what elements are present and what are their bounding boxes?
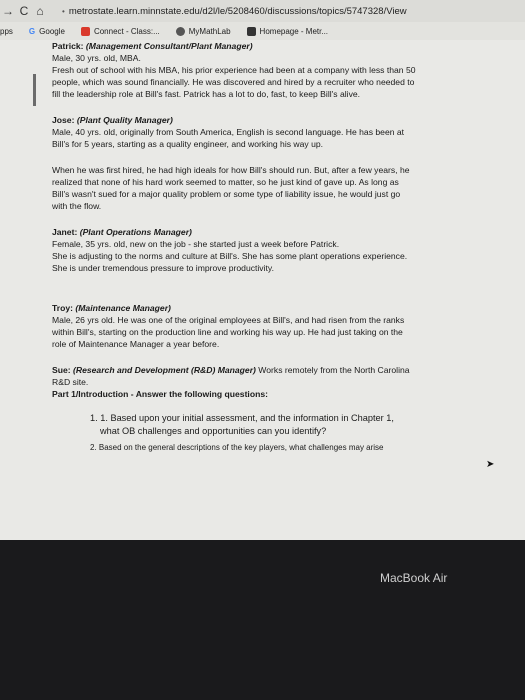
text-line: Male, 40 yrs. old, originally from South America, English is second language. He has been at <box>52 127 405 137</box>
person-name: Patrick: <box>52 41 84 51</box>
question-1: 1. Based upon your initial assessment, and the information in Chapter 1, <box>100 413 394 423</box>
text-line: She is adjusting to the norms and culture at Bill's. She has some plant operations experience. <box>52 251 408 261</box>
question-2: 2. Based on the general descriptions of the key players, what challenges may arise <box>90 443 384 452</box>
question-1-cont: what OB challenges and opportunities can you identify? <box>100 426 327 436</box>
person-role: (Maintenance Manager) <box>75 303 171 313</box>
person-name: Troy: <box>52 303 74 313</box>
text-line: Fresh out of school with his MBA, his prior experience had been at a company with less than 50 <box>52 65 416 75</box>
home-button[interactable]: ⌂ <box>36 4 44 18</box>
connect-icon <box>81 27 90 36</box>
text-line: Male, 30 yrs. old, MBA. <box>52 53 141 63</box>
bookmark-label: Connect - Class:... <box>93 26 160 36</box>
discussion-content <box>52 40 502 454</box>
person-janet <box>52 226 502 274</box>
mymathlab-icon <box>176 27 185 36</box>
bookmark-homepage[interactable] <box>247 27 328 36</box>
text-line: role of Maintenance Manager a year before. <box>52 339 220 349</box>
text-line: When he was first hired, he had high ideals for how Bill's should run. But, after a few years, he <box>52 165 410 175</box>
questions-list <box>90 412 502 454</box>
text-line: within Bill's, starting on the production line and working his way up. He had just taking on the <box>52 327 403 337</box>
address-bar[interactable]: metrostate.learn.minnstate.edu/d2l/le/5208460/discussions/topics/5747328/View <box>68 5 407 17</box>
person-name: Janet: <box>52 227 78 237</box>
mouse-cursor-icon: ➤ <box>486 459 495 470</box>
bookmark-label: Google <box>39 26 65 36</box>
browser-toolbar <box>0 0 525 22</box>
laptop-brand-label: MacBook Air <box>380 571 448 585</box>
text-line: Male, 26 yrs old. He was one of the original employees at Bill's, and had risen from the ranks <box>52 315 405 325</box>
person-role: (Research and Development (R&D) Manager) <box>73 365 256 375</box>
text-line: people, which was sound financially. He was discovered and hired by a recruiter who needed to <box>52 77 415 87</box>
person-sue <box>52 364 502 400</box>
text-line: with the flow. <box>52 201 102 211</box>
text-line: fill the leadership role at Bill's fast. Patrick has a lot to do, fast, to keep Bill's alive. <box>52 89 361 99</box>
jose-detail <box>52 164 502 212</box>
homepage-icon <box>247 27 256 36</box>
person-name: Sue: <box>52 365 71 375</box>
text-line: Works remotely from the North Carolina <box>255 365 410 375</box>
bookmark-apps[interactable] <box>0 27 13 36</box>
person-jose <box>52 114 502 150</box>
bookmark-connect[interactable] <box>81 27 160 36</box>
person-patrick <box>52 40 502 100</box>
person-role: (Plant Operations Manager) <box>79 227 192 237</box>
bookmark-mymathlab[interactable] <box>176 27 231 36</box>
part-heading: Part 1/Introduction - Answer the following questions: <box>52 389 268 399</box>
bookmark-google[interactable] <box>29 27 65 36</box>
text-line: Bill's for 5 years, starting as a quality engineer, and working his way up. <box>52 139 324 149</box>
text-line: Female, 35 yrs. old, new on the job - she started just a week before Patrick. <box>52 239 340 249</box>
quote-bar <box>33 74 36 106</box>
text-line: realized that none of his hard work seemed to matter, so he just kind of gave up. As long as <box>52 177 399 187</box>
person-troy <box>52 302 502 350</box>
person-role: (Plant Quality Manager) <box>76 115 173 125</box>
question-number: 1. <box>90 413 98 423</box>
text-line: R&D site. <box>52 377 89 387</box>
text-line: Bill's wasn't sued for a major quality problem or some type of liability issue, he would just go <box>52 189 401 199</box>
text-line: She is under tremendous pressure to improve productivity. <box>52 263 274 273</box>
lock-icon: • <box>62 6 65 16</box>
bookmark-label: pps <box>0 26 13 36</box>
person-role: (Management Consultant/Plant Manager) <box>85 41 253 51</box>
bookmark-label: Homepage - Metr... <box>259 26 329 36</box>
forward-button[interactable]: → <box>2 4 14 18</box>
bookmarks-bar <box>0 22 525 40</box>
bookmark-label: MyMathLab <box>188 26 231 36</box>
google-icon: G <box>28 26 36 36</box>
reload-button[interactable]: C <box>19 4 29 18</box>
person-name: Jose: <box>52 115 75 125</box>
